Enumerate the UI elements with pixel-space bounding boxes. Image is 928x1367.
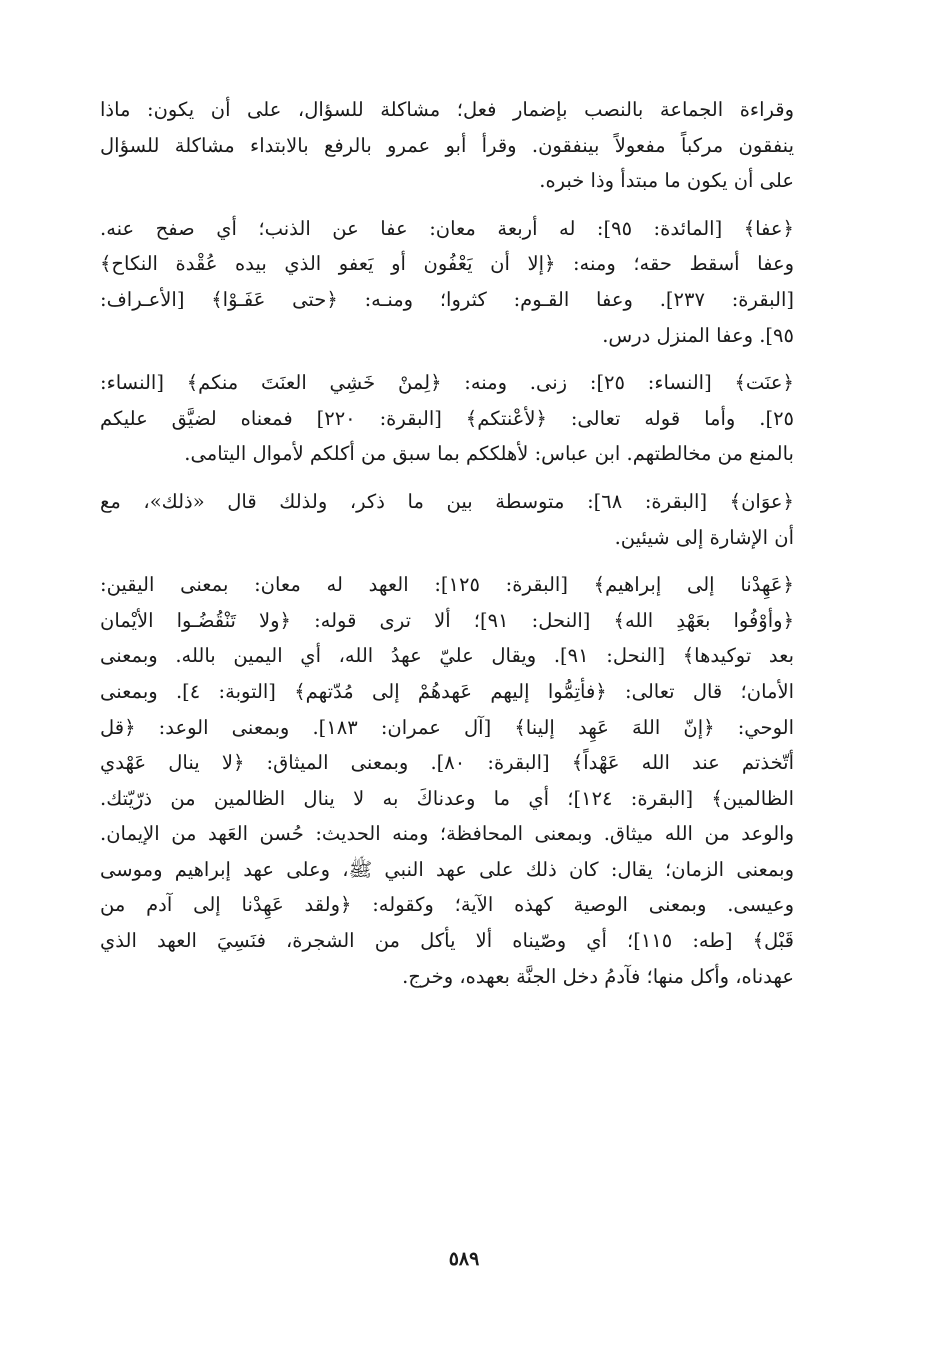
text-line: ينفقون مركباً مفعولاً بينفقون. وقرأ أبو عمرو بالرفع بالابتداء مشاكلة للسؤال [100, 133, 794, 157]
text-line: والوعد من الله ميثاق. وبمعنى المحافظة؛ ومنه الحديث: حُسن العَهد من الإيمان. [100, 822, 794, 846]
paragraph-anat [100, 365, 794, 472]
text-line: ﴿وأوْفُوا بعَهْدِ الله﴾ [النحل: ٩١]؛ ألا ترى قوله: ﴿ولا تَنْقُضُـوا الأيْمان [100, 608, 794, 632]
text-line: بالمنع من مخالطتهم. ابن عباس: لأهلككم بما سبق من أكلكم لأموال اليتامى. [184, 442, 794, 466]
text-line: وعفا أسقط حقه؛ ومنه: ﴿إلا أن يَعْفُون أو يَعفو الذي بيده عُقْدة النكاح﴾ [100, 252, 794, 276]
text-line: الوحي: ﴿إنّ اللهَ عَهِد إلينا﴾ [آل عمران: ١٨٣]. وبمعنى الوعد: ﴿قل [100, 715, 794, 739]
text-line: ﴿عنَت﴾ [النساء: ٢٥]: زنى. ومنه: ﴿لِمنْ خَشِي العنَتَ منكم﴾ [النساء: [100, 371, 794, 395]
text-line: ﴿عَهِدْنا إلى إبراهيم﴾ [البقرة: ١٢٥]: العهد له معان: بمعنى اليقين: [100, 573, 794, 597]
text-line: أتّخذتم عند الله عَهْداً﴾ [البقرة: ٨٠]. وبمعنى الميثاق: ﴿لا ينال عَهْدي [100, 751, 794, 775]
text-line: الأمان؛ قال تعالى: ﴿فأتِمُّوا إليهم عَهدهُمْ إلى مُدّتهم﴾ [التوبة: ٤]. وبمعنى [100, 679, 794, 703]
paragraph-ahidna [100, 567, 794, 994]
text-line: ﴿عوَان﴾ [البقرة: ٦٨]: متوسطة بين ما ذكر، ولذلك قال «ذلك»، مع [100, 489, 794, 513]
text-line: ٩٥]. وعفا المنزل درس. [602, 323, 794, 347]
paragraph-awan [100, 484, 794, 555]
text-line: وعيسى. وبمعنى الوصية كهذه الآية؛ وكقوله: ﴿ولقد عَهِدْنا إلى آدم من [100, 893, 794, 917]
text-line: الظالمين﴾ [البقرة: ١٢٤]؛ أي ما وعدناكَ به لا ينال الظالمين من ذرّيّتك. [100, 786, 794, 810]
text-line: بعد توكيدها﴾ [النحل: ٩١]. ويقال عليّ عهدُ الله، أي اليمين بالله. وبمعنى [100, 644, 794, 668]
text-line: قَبْل﴾ [طه: ١١٥]؛ أي وصّيناه ألا يأكل من الشجرة، فنَسِيَ العهد الذي [100, 929, 794, 953]
page-body [100, 92, 794, 994]
text-line: ﴿عفا﴾ [المائدة: ٩٥]: له أربعة معان: عفا عن الذنب؛ أي صفح عنه. [100, 216, 794, 240]
paragraph-qiraa [100, 92, 794, 199]
text-line: عهدناه، وأكل منها؛ فآدمُ دخل الجنَّة بعهده، وخرج. [402, 964, 794, 988]
text-line: ٢٥]. وأما قوله تعالى: ﴿لأعْنتكم﴾ [البقرة: ٢٢٠] فمعناه لضيَّق عليكم [100, 406, 794, 430]
page-number: ٥٨٩ [448, 1248, 480, 1270]
paragraph-afa [100, 211, 794, 353]
text-line: وقراءة الجماعة بالنصب بإضمار فعل؛ مشاكلة للسؤال، على أن يكون: ماذا [100, 98, 794, 121]
text-line: [البقرة: ٢٣٧]. وعفا القـوم: كثروا؛ ومنـه: ﴿حتى عَفَـوْا﴾ [الأعـراف: [100, 287, 794, 311]
text-line: وبمعنى الزمان؛ يقال: كان ذلك على عهد النبي ﷺ، وعلى عهد إبراهيم وموسى [100, 857, 794, 881]
text-line: على أن يكون ما مبتدأ وذا خبره. [539, 169, 794, 193]
text-line: أن الإشارة إلى شيئين. [614, 525, 794, 549]
